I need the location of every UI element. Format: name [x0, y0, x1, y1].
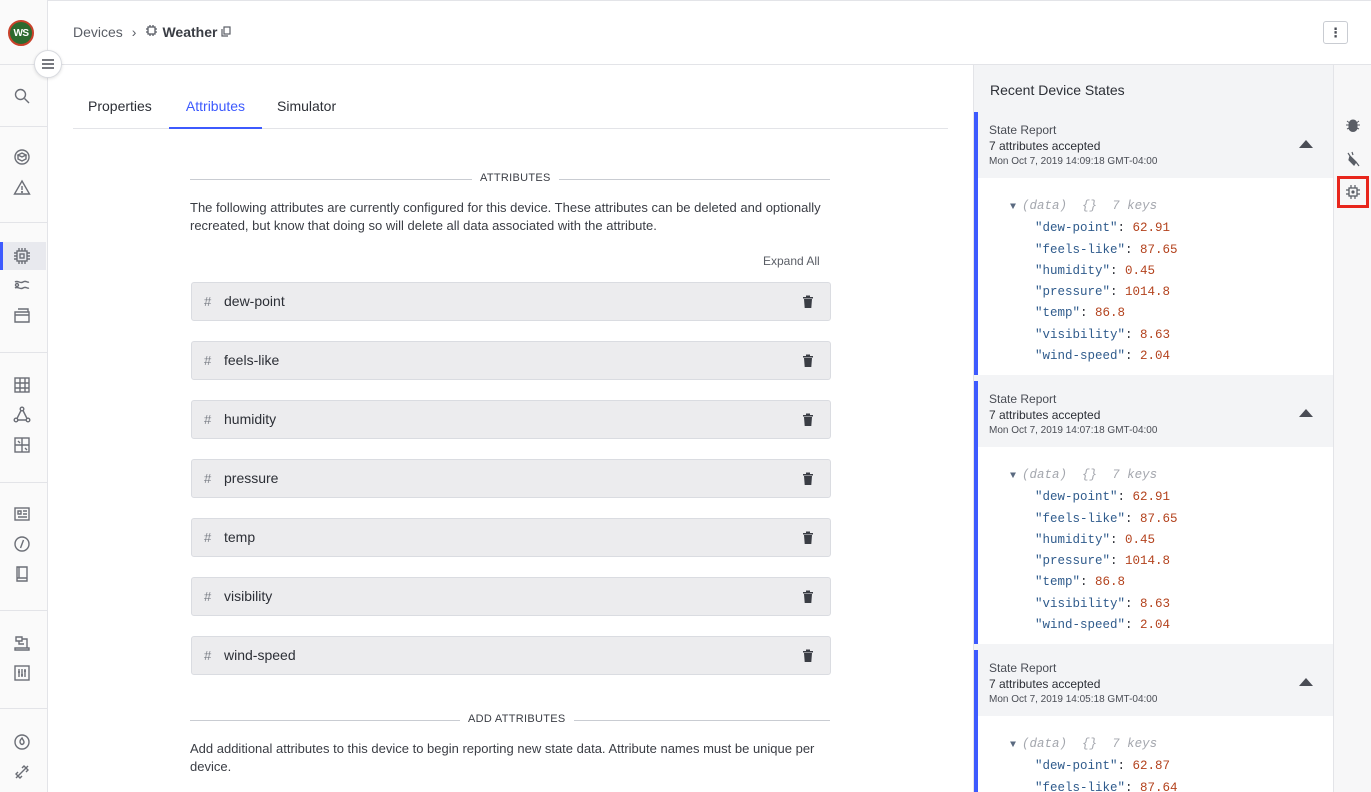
expand-triangle-icon[interactable]: ▼	[1010, 202, 1017, 213]
json-value: 1014.8	[1125, 285, 1171, 300]
menu-toggle-button[interactable]	[34, 50, 62, 78]
json-root-label: (data)	[1022, 468, 1068, 482]
json-key: "visibility"	[1035, 327, 1126, 342]
json-key: "wind-speed"	[1035, 349, 1126, 364]
json-value: 87.65	[1140, 511, 1178, 526]
json-root-label: (data)	[1022, 737, 1068, 751]
json-value: 62.91	[1132, 221, 1171, 236]
section-heading: ADD ATTRIBUTES	[460, 713, 574, 725]
rail-divider	[0, 708, 47, 709]
webhook-icon[interactable]	[12, 762, 32, 782]
data-table-2-icon[interactable]	[12, 375, 32, 395]
attribute-row[interactable]	[191, 518, 831, 557]
attribute-name: visibility	[224, 588, 273, 604]
json-key: "temp"	[1035, 306, 1081, 321]
attribute-name: pressure	[224, 470, 279, 486]
panel-title: Recent Device States	[990, 82, 1125, 98]
report-timestamp: Mon Oct 7, 2019 14:09:18 GMT-04:00	[989, 156, 1158, 167]
json-value: 62.87	[1132, 759, 1171, 774]
json-pair: "humidity": 0.45	[1035, 263, 1156, 278]
experience-icon[interactable]	[12, 435, 32, 455]
json-pair: "dew-point": 62.91	[1035, 490, 1171, 505]
connector-icon[interactable]	[1344, 150, 1362, 168]
json-value: 87.65	[1140, 242, 1178, 257]
json-pair: "wind-speed": 2.04	[1035, 618, 1171, 633]
json-viewer	[978, 716, 1333, 792]
json-key: "dew-point"	[1035, 490, 1118, 505]
json-pair: "dew-point": 62.87	[1035, 759, 1171, 774]
attributes-section-title	[190, 172, 830, 186]
expand-all-link[interactable]: Expand All	[763, 254, 820, 268]
report-type: State Report	[989, 123, 1057, 137]
json-viewer	[978, 447, 1333, 644]
right-tool-rail	[1333, 65, 1371, 792]
hash-icon: #	[204, 294, 212, 309]
json-pair: "temp": 86.8	[1035, 575, 1126, 590]
json-root[interactable]	[978, 465, 1333, 487]
json-key: "dew-point"	[1035, 759, 1118, 774]
expand-triangle-icon[interactable]: ▼	[1010, 740, 1017, 751]
hash-icon: #	[204, 412, 212, 427]
json-value: 2.04	[1140, 349, 1171, 364]
json-key: "humidity"	[1035, 532, 1111, 547]
compass-icon[interactable]	[12, 534, 32, 554]
rail-divider	[0, 482, 47, 483]
tab-bar	[73, 95, 948, 129]
collapse-caret-icon[interactable]	[1299, 409, 1313, 417]
trash-icon[interactable]	[802, 295, 814, 308]
json-value: 0.45	[1125, 532, 1156, 547]
alert-icon[interactable]	[12, 178, 32, 198]
dashboard-icon[interactable]	[12, 504, 32, 524]
json-key: "feels-like"	[1035, 780, 1126, 792]
json-key: "dew-point"	[1035, 221, 1118, 236]
data-table-icon[interactable]	[12, 306, 32, 326]
report-summary: 7 attributes accepted	[989, 677, 1101, 691]
state-report	[974, 381, 1333, 644]
rail-divider	[0, 352, 47, 353]
device-icon[interactable]	[12, 246, 32, 266]
json-pair: "wind-speed": 2.04	[1035, 349, 1171, 364]
fire-icon[interactable]	[12, 732, 32, 752]
hash-icon: #	[204, 471, 212, 486]
main-content	[48, 65, 973, 792]
trash-icon[interactable]	[802, 590, 814, 603]
json-pair: "feels-like": 87.65	[1035, 511, 1178, 526]
json-key: "feels-like"	[1035, 242, 1126, 257]
integration-icon[interactable]	[12, 633, 32, 653]
rail-divider	[0, 126, 47, 127]
hash-icon: #	[204, 589, 212, 604]
json-key: "wind-speed"	[1035, 618, 1126, 633]
json-braces: {}	[1082, 199, 1098, 213]
search-icon[interactable]	[12, 86, 32, 106]
json-pair: "pressure": 1014.8	[1035, 285, 1171, 300]
attribute-row[interactable]	[191, 400, 831, 439]
org-logo[interactable]: WS	[8, 20, 34, 46]
collapse-caret-icon[interactable]	[1299, 678, 1313, 686]
section-heading: ATTRIBUTES	[472, 172, 559, 184]
copy-icon[interactable]	[217, 24, 231, 40]
json-value: 86.8	[1095, 575, 1126, 590]
attribute-name: humidity	[224, 411, 277, 427]
breadcrumb	[73, 24, 231, 40]
report-summary: 7 attributes accepted	[989, 408, 1101, 422]
json-value: 8.63	[1140, 327, 1171, 342]
expand-triangle-icon[interactable]: ▼	[1010, 471, 1017, 482]
rail-divider	[0, 222, 47, 223]
device-states-icon[interactable]	[1344, 183, 1362, 201]
report-type: State Report	[989, 392, 1057, 406]
json-pair: "temp": 86.8	[1035, 306, 1126, 321]
state-report-header[interactable]	[978, 112, 1333, 178]
hash-icon: #	[204, 648, 212, 663]
report-summary: 7 attributes accepted	[989, 139, 1101, 153]
attribute-row[interactable]	[191, 282, 831, 321]
json-key-count: 7 keys	[1112, 199, 1158, 213]
debug-icon[interactable]	[1344, 116, 1362, 134]
hash-icon: #	[204, 353, 212, 368]
breadcrumb-separator: ›	[131, 24, 137, 40]
tab-attributes[interactable]: Attributes	[169, 95, 262, 129]
attributes-description: The following attributes are currently configured for this device. These attributes can be deleted and optionally recreated, but know that doing so will delete all data associated with the attribute.	[190, 200, 821, 233]
json-key-count: 7 keys	[1112, 468, 1158, 482]
attribute-name: feels-like	[224, 352, 280, 368]
device-recipes-icon[interactable]	[12, 276, 32, 296]
json-key: "pressure"	[1035, 554, 1111, 569]
trash-icon[interactable]	[802, 472, 814, 485]
state-report-header[interactable]	[978, 650, 1333, 716]
report-type: State Report	[989, 661, 1057, 675]
json-key-count: 7 keys	[1112, 737, 1158, 751]
json-pair: "humidity": 0.45	[1035, 532, 1156, 547]
settings-sliders-icon[interactable]	[12, 663, 32, 683]
json-pair: "dew-point": 62.91	[1035, 221, 1171, 236]
attribute-row[interactable]	[191, 636, 831, 675]
json-root-label: (data)	[1022, 199, 1068, 213]
collapse-caret-icon[interactable]	[1299, 140, 1313, 148]
device-gear-icon	[145, 24, 162, 40]
json-value: 62.91	[1132, 490, 1171, 505]
hash-icon: #	[204, 530, 212, 545]
json-value: 0.45	[1125, 263, 1156, 278]
attribute-row[interactable]	[191, 577, 831, 616]
json-braces: {}	[1082, 737, 1098, 751]
json-value: 86.8	[1095, 306, 1126, 321]
more-options-button[interactable]	[1323, 21, 1348, 44]
attribute-row[interactable]	[191, 459, 831, 498]
json-braces: {}	[1082, 468, 1098, 482]
recent-device-states-panel	[973, 65, 1333, 792]
json-viewer	[978, 178, 1333, 375]
attribute-name: dew-point	[224, 293, 285, 309]
json-root[interactable]	[978, 196, 1333, 218]
active-nav-indicator	[0, 242, 3, 270]
add-attributes-section-title	[190, 713, 830, 727]
tab-simulator[interactable]: Simulator	[277, 98, 337, 114]
json-pair: "pressure": 1014.8	[1035, 554, 1171, 569]
tab-properties[interactable]: Properties	[88, 98, 152, 114]
state-report	[974, 650, 1333, 792]
json-value: 8.63	[1140, 596, 1171, 611]
json-pair: "visibility": 8.63	[1035, 596, 1171, 611]
attribute-name: wind-speed	[224, 647, 296, 663]
json-pair: "feels-like": 87.64	[978, 778, 1333, 792]
json-value: 87.64	[1140, 780, 1178, 792]
trash-icon[interactable]	[802, 354, 814, 367]
json-pair: "visibility": 8.63	[1035, 327, 1171, 342]
breadcrumb-devices-link[interactable]: Devices	[73, 24, 123, 40]
json-value: 1014.8	[1125, 554, 1171, 569]
state-report	[974, 112, 1333, 375]
json-pair: "feels-like": 87.65	[1035, 242, 1178, 257]
json-key: "feels-like"	[1035, 511, 1126, 526]
book-icon[interactable]	[12, 564, 32, 584]
json-value: 2.04	[1140, 618, 1171, 633]
json-root[interactable]	[978, 734, 1333, 756]
report-timestamp: Mon Oct 7, 2019 14:05:18 GMT-04:00	[989, 694, 1158, 705]
applications-icon[interactable]	[12, 147, 32, 167]
kebab-icon: ⋮	[1329, 25, 1342, 40]
page-header	[48, 0, 1371, 65]
trash-icon[interactable]	[802, 649, 814, 662]
workflow-icon[interactable]	[12, 405, 32, 425]
attribute-name: temp	[224, 529, 256, 545]
attribute-row[interactable]	[191, 341, 831, 380]
rail-divider	[0, 610, 47, 611]
state-report-header[interactable]	[978, 381, 1333, 447]
page-title: Weather	[162, 24, 218, 40]
json-key: "humidity"	[1035, 263, 1111, 278]
left-nav-rail	[0, 0, 48, 792]
trash-icon[interactable]	[802, 413, 814, 426]
json-key: "temp"	[1035, 575, 1081, 590]
report-timestamp: Mon Oct 7, 2019 14:07:18 GMT-04:00	[989, 425, 1158, 436]
add-attributes-description: Add additional attributes to this device to begin reporting new state data. Attribute names must be unique per device.	[190, 741, 815, 774]
json-key: "pressure"	[1035, 285, 1111, 300]
trash-icon[interactable]	[802, 531, 814, 544]
json-key: "visibility"	[1035, 596, 1126, 611]
